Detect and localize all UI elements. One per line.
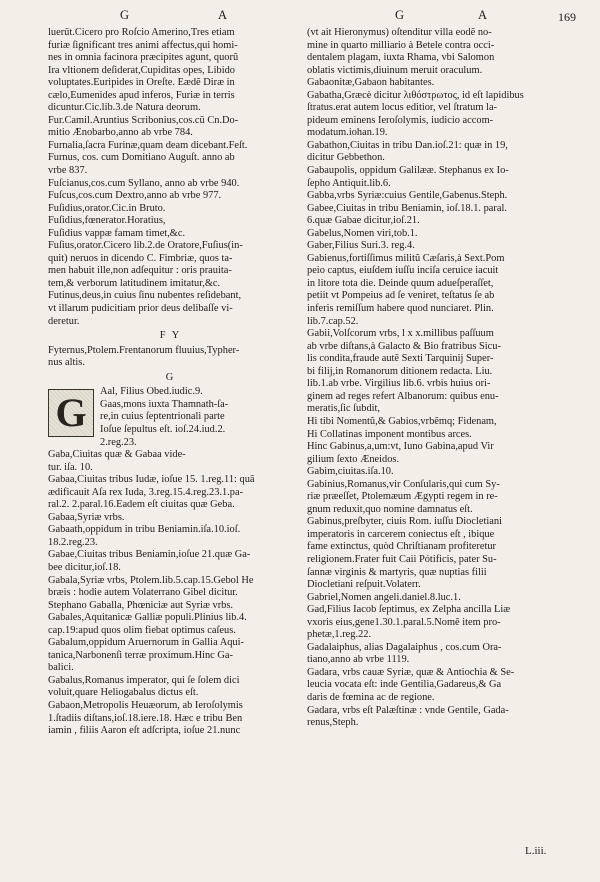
text-line: gnum reduxit,quo nomine damnatus eſt.	[307, 503, 473, 515]
text-line: re,in cuius ſeptentrionali parte	[100, 411, 225, 423]
text-line: ſannæ virginis & martyris, quæ nuptias filii	[307, 566, 487, 578]
text-line: gilium ſexto Æneidos.	[307, 453, 400, 465]
text-line: Fuſius,orator.Cicero lib.2.de Oratore,Fuſius(in-	[48, 240, 243, 252]
text-line: Gabaath,oppidum in tribu Beniamin.iſa.10.ioſ.	[48, 524, 241, 536]
text-line: imperatoris in carcerem coniectus eſt , ibique	[307, 528, 495, 540]
text-line: ſtratus.erat autem locus editior, vel ſtratum la-	[307, 102, 498, 114]
running-head-right-letter-2: A	[478, 8, 489, 22]
text-line: voluit,quare Heliogabalus dictus eſt.	[48, 687, 199, 699]
text-line: Gaas,mons iuxta Thamnath-ſa-	[100, 398, 229, 410]
left-column	[48, 27, 293, 738]
text-line: Gabaupolis, oppidum Galilææ. Stephanus ex Io-	[307, 165, 509, 177]
text-line: Gabaon,Metropolis Heuæorum, ab Ieroſolymis	[48, 699, 243, 711]
text-line: Gabim,ciuitas.iſa.10.	[307, 466, 394, 478]
running-head-left-letter-1: G	[120, 8, 131, 22]
text-line: lis condita,fraude autẽ Sexti Tarquinij Super-	[307, 353, 494, 365]
text-line: Gad,Filius Iacob ſeptimus, ex Zelpha ancilla Liæ	[307, 604, 511, 616]
text-line: ſepho Antiquit.lib.6.	[307, 177, 391, 189]
text-line: dentalem plagam, iuxta Rhama, vbi Salomon	[307, 52, 495, 64]
text-line: tiano,anno ab vrbe 1119.	[307, 654, 410, 666]
text-line: meratis,ſic ſubdit,	[307, 403, 381, 415]
text-line: Futinus,deus,in cuius ſinu nubentes reſidebant,	[48, 290, 242, 302]
text-line: cælo,Eumenides apud inferos, Furiæ in terris	[48, 89, 235, 101]
text-line: Gaber,Filius Suri.3. reg.4.	[307, 240, 415, 252]
text-line: tanica,Narbonenſi terræ proximum.Hinc Ga-	[48, 649, 233, 661]
left-column-entries-b	[48, 345, 293, 370]
text-line: Diocletiani reſpuit.Volaterr.	[307, 579, 421, 591]
text-line: ab vrbe diſtans,à Galacto & Bio fratribus Sicu-	[307, 340, 501, 352]
text-line: riæ præeſſet, Ptolemæum Ægypti regem in re-	[307, 491, 498, 503]
text-line: inferis remiſſum habere quod nunciaret. Plin.	[307, 303, 494, 315]
text-line: 1.ſtadiis diſtans,ioſ.18.iere.18. Hæc e tribu Ben	[48, 712, 243, 724]
text-line: Fuſcus,cos.cum Dextro,anno ab vrbe 977.	[48, 190, 222, 202]
section-heading-fy: F Y	[159, 330, 182, 342]
text-line: Fuſidius,fœnerator.Horatius,	[48, 215, 166, 227]
left-column-entries-a	[48, 27, 293, 328]
text-line: dicuntur.Cic.lib.3.de Natura deorum.	[48, 102, 201, 114]
text-line: Gabba,vrbs Syriæ:cuius Gentile,Gabenus.Steph.	[307, 190, 508, 202]
text-line: Fuſidius,orator.Cic.in Bruto.	[48, 202, 166, 214]
text-line: Furnalia,ſacra Furinæ,quam deam dicebant.Feſt.	[48, 139, 248, 151]
text-line: balici.	[48, 662, 74, 674]
text-line: Gabienus,fortiſſimus militũ Cæſaris,à Sext.Pom	[307, 252, 505, 264]
section-heading-g: G	[165, 371, 176, 383]
text-line: men habuit ille,non adſequitur : oris prauita-	[48, 265, 232, 277]
text-line: modatum.iohan.19.	[307, 127, 388, 139]
text-line: pideum eminens Ieroſolymis, iudicio accom-	[307, 114, 494, 126]
left-column-entries-c	[48, 462, 293, 738]
text-line: cap.19:apud quos olim fiebat optimus caſeus.	[48, 624, 236, 636]
text-line: bee dicitur,ioſ.18.	[48, 561, 121, 573]
text-line: vt illarum pudicitiam prior deus delibaſſe vi-	[48, 303, 233, 315]
text-line: Gadalaiphus, alias Dagalaiphus , cos.cum Ora-	[307, 641, 502, 653]
text-line: furiæ ſignificant tres animi affectus,qui homi-	[48, 39, 238, 51]
text-line: vrbe 837.	[48, 165, 88, 177]
text-line: Gadara, vrbs eſt Palæſtinæ : vnde Gentile, Gada-	[307, 704, 509, 716]
text-line: Gabii,Volſcorum vrbs, l x x.millibus paſſuum	[307, 328, 494, 340]
text-line: Gabaa,Syriæ vrbs.	[48, 511, 125, 523]
text-line: luerűt.Cicero pro Roſcio Amerino,Tres etiam	[48, 27, 235, 38]
text-line: ginem ad reges refert Albanorum: quibus enu-	[307, 390, 499, 402]
page-number: 169	[558, 10, 576, 24]
text-line: Gadara, vrbs cauæ Syriæ, quæ & Antiochia & Se-	[307, 666, 515, 678]
text-line: Gabinius,Romanus,vir Conſularis,qui cum Sy-	[307, 478, 500, 490]
text-line: Gabinus,preſbyter, ciuis Rom. iuſſu Diocletiani	[307, 516, 502, 528]
initial-letter-glyph: G	[55, 390, 87, 436]
text-line: vxoris eius,gene1.30.1.paral.5.Nomẽ item pro-	[307, 616, 501, 628]
text-line: Gabaonitæ,Gabaon habitantes.	[307, 77, 435, 89]
text-line: Gabathon,Ciuitas in tribu Dan.ioſ.21: quæ in 19,	[307, 139, 508, 151]
text-line: Gabae,Ciuitas tribus Beniamin,ioſue 21.quæ Ga-	[48, 549, 251, 561]
text-line: Ira vltionem deſiderat,Cupiditas opes, Libido	[48, 64, 235, 76]
text-line: leucia vocata eſt: inde Gentilia,Gadareus,& Ga	[307, 679, 502, 691]
text-line: Gabaa,Ciuitas tribus Iudæ, ioſue 15. 1.reg.11: quã	[48, 474, 255, 486]
text-line: Ioſue ſepultus eſt. ioſ.24.iud.2.	[100, 423, 226, 435]
text-line: Gaba,Ciuitas quæ & Gabaa vide-	[48, 449, 186, 461]
text-line: 6.quæ Gabae dicitur,ioſ.21.	[307, 215, 420, 227]
text-line: iamin , filiis Aaron eſt adſcripta, ioſue 21.nunc	[48, 725, 241, 737]
text-line: Gabatha,Græcè dicitur λιθόστρωτος, id eſt lapidibus	[307, 89, 524, 101]
text-line: quit) neruos in dicendo C. Fimbriæ, quos ta-	[48, 252, 233, 264]
text-line: Gabee,Ciuitas in tribu Beniamin, ioſ.18.1. paral.	[307, 202, 507, 214]
text-line: tur. iſa. 10.	[48, 461, 93, 473]
text-line: Fur.Camil.Aruntius Scribonius,cos.cũ Cn.Do-	[48, 114, 239, 126]
text-line: fame extinctus, quòd Chriſtianam profiteretur	[307, 541, 496, 553]
text-line: in litore tota die. Deinde quum adueſperaſſet,	[307, 277, 494, 289]
text-line: mitio Ænobarbo,anno ab vrbe 784.	[48, 127, 193, 139]
text-line: Fuſcianus,cos.cum Syllano, anno ab vrbe 940.	[48, 177, 240, 189]
text-line: Hi tibi Nomentũ,& Gabios,vrbẽmq; Fidenam,	[307, 415, 497, 427]
text-line: renus,Steph.	[307, 717, 359, 729]
text-line: ædificauit Aſa rex Iuda, 3.reg.15.4.reg.23.1.pa-	[48, 486, 244, 498]
decorated-initial-block	[48, 386, 293, 461]
text-line: 2.reg.23.	[100, 436, 137, 448]
text-line: Stephano Gaballa, Phœniciæ aut Syriæ vrbs.	[48, 599, 233, 611]
text-line: tem,& verborum latitudinem imitatur,&c.	[48, 277, 221, 289]
text-line: (vt ait Hieronymus) oſtenditur villa eodẽ no-	[307, 27, 492, 38]
text-line: Gabalus,Romanus imperator, qui ſe ſolem dici	[48, 674, 240, 686]
text-line: lib.1.ab vrbe. Virgilius lib.6. vrbis huius ori-	[307, 378, 491, 390]
text-line: Hinc Gabinus,a,um:vt, Iuno Gabina,apud Vir	[307, 441, 494, 453]
text-line: lib.7.cap.52.	[307, 315, 359, 327]
text-line: 18.2.reg.23.	[48, 536, 98, 548]
text-line: voluptates.Euripides in Oreſte. Eædẽ Diræ in	[48, 77, 235, 89]
text-line: mine in quarto milliario à Betele contra occi-	[307, 39, 495, 51]
text-line: Fuſidius vappæ famam timet,&c.	[48, 227, 186, 239]
text-line: religionem.Frater fuit Caii Pótificis, pater Su-	[307, 553, 497, 565]
decorated-initial-letter	[48, 389, 94, 437]
text-line: Furnus, cos. cum Domitiano Auguſt. anno ab	[48, 152, 235, 164]
text-line: phetæ,1.reg.22.	[307, 629, 372, 641]
right-column	[307, 27, 565, 730]
text-line: Gabalum,oppidum Aruernorum in Gallia Aqui-	[48, 637, 244, 649]
text-line: dicitur Gebbethon.	[307, 152, 385, 164]
text-line: peio captus, eiuſdem iuſſu inciſa ceruice iacuit	[307, 265, 499, 277]
text-line: bræis : hodie autem Volaterrano Gibel dicitur.	[48, 587, 238, 599]
text-line: Gabala,Syriæ vrbs, Ptolem.lib.5.cap.15.Gebol He	[48, 574, 254, 586]
text-line: nus altis.	[48, 357, 85, 369]
text-line: deretur.	[48, 315, 80, 327]
text-line: oblatis victimis,diuinum meruit oraculum.	[307, 64, 483, 76]
running-head-right-letter-1: G	[395, 8, 406, 22]
text-line: ral.2. 2.paral.16.Eadem eſt ciuitas quæ Geba.	[48, 499, 235, 511]
text-line: petiit vt Pompeius ad ſe veniret, teſtatus ſe ab	[307, 290, 495, 302]
text-line: Fyternus,Ptolem.Frentanorum fluuius,Typher-	[48, 344, 240, 356]
text-line: Hi Collatinas imponent montibus arces.	[307, 428, 472, 440]
text-line: Gabelus,Nomen viri,tob.1.	[307, 227, 418, 239]
running-head-left-letter-2: A	[218, 8, 229, 22]
text-line: Aal, Filius Obed.iudic.9.	[100, 386, 203, 398]
text-line: bi filij,in Romanorum ditionem redacta. Liu.	[307, 365, 493, 377]
text-line: Gabriel,Nomen angeli.daniel.8.luc.1.	[307, 591, 461, 603]
right-column-entries	[307, 27, 565, 730]
signature-mark: L.iii.	[525, 845, 547, 857]
text-line: Gabales,Aquitanicæ Galliæ populi.Plinius lib.4.	[48, 612, 247, 624]
text-line: nes in omnia facinora præcipites agunt, quorũ	[48, 52, 239, 64]
text-line: daris de fœmina ac de regione.	[307, 691, 435, 703]
